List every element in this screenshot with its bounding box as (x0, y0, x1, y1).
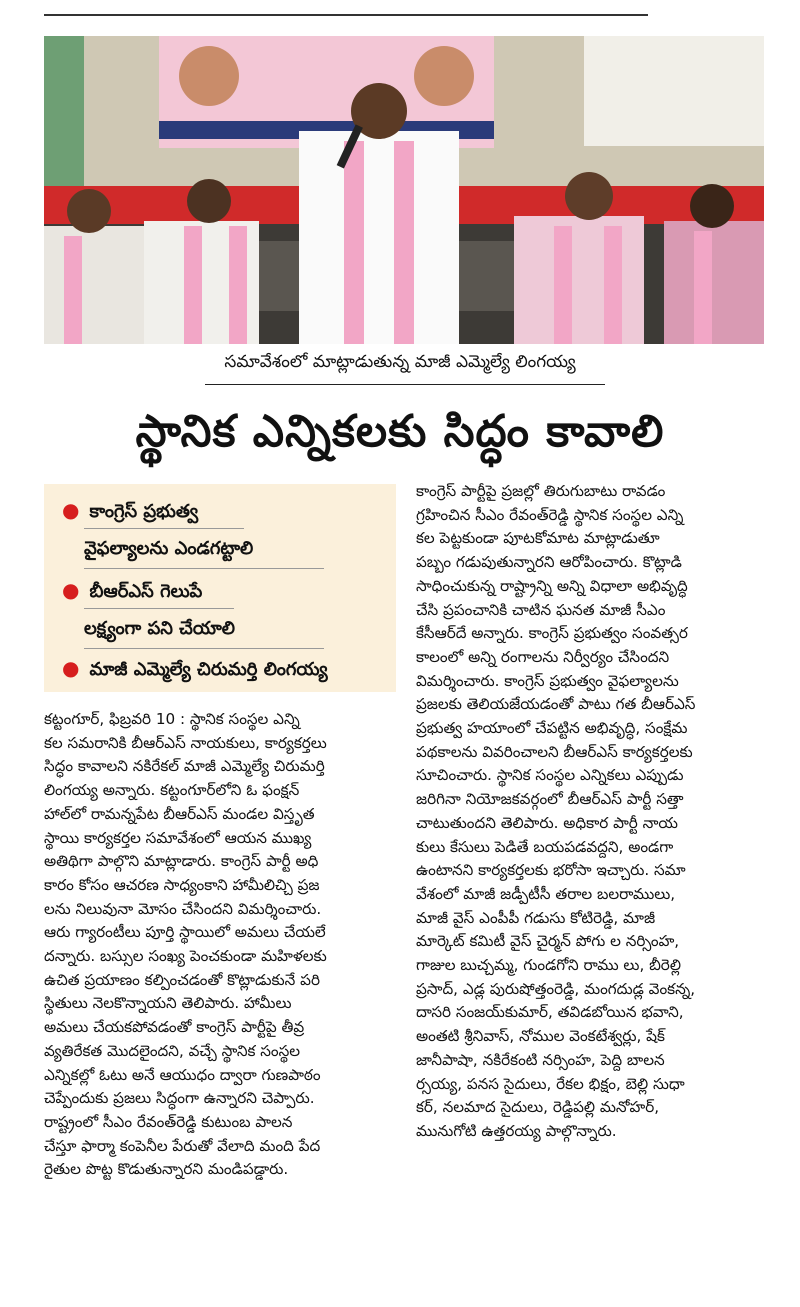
photo-caption: సమావేశంలో మాట్లాడుతున్న మాజీ ఎమ్మెల్యే లింగయ్య (224, 352, 576, 372)
article-line: చాటుతుందని తెలిపారు. అధికార పార్టీ నాయ (416, 813, 678, 832)
article-line: సాధించుకున్న రాష్ట్రాన్ని అన్ని విధాలా అభివృద్ధి (416, 576, 688, 595)
article-line: చేస్తూ ఫార్మా కంపెనీల పేరుతో వేలాది మంది పేద (44, 1136, 321, 1155)
article-column-left (44, 708, 396, 1182)
article-line: ప్రజలకు తెలియజేయడంతో పాటు గత బీఆర్ఎస్ (416, 695, 696, 714)
article-line: స్థితులు నెలకొన్నాయని తెలిపారు. హామీలు (44, 994, 292, 1013)
article-line: రాష్ట్రంలో సీఎం రేవంత్‌రెడ్డి కుటుంబ పాలన (44, 1112, 293, 1131)
article-line: చెప్పేందుకు ప్రజలు సిద్ధంగా ఉన్నారని చెప్పారు. (44, 1089, 315, 1108)
news-photo (44, 36, 764, 344)
article-line: గ్రహించిన సీఎం రేవంత్‌రెడ్డి స్థానిక సంస్థల ఎన్ని (416, 505, 684, 524)
article-column-right (416, 480, 766, 1144)
article-line: కల పెట్టకుండా పూటకోమాట మాట్లాడుతూ (416, 529, 660, 548)
article-line: ఉంటానని కార్యకర్తలకు భరోసా ఇచ్చారు. సమా (416, 861, 686, 880)
article-line: గాజుల బుచ్చమ్మ, గుండగోని రాము లు, బీరెల్లి (416, 956, 681, 975)
article-line: కారం కోసం ఆచరణ సాధ్యంకాని హామీలిచ్చి ప్రజ (44, 875, 320, 894)
article-line: కేసీఆర్‌దే అన్నారు. కాంగ్రెస్ ప్రభుత్వం సంవత్సర (416, 624, 688, 643)
article-line: విమర్శించారు. కాంగ్రెస్ ప్రభుత్వం వైఫల్యాలను (416, 671, 679, 690)
bullet-icon: ● (62, 656, 80, 680)
highlight-line: వైఫల్యాలను ఎండగట్టాలి (84, 538, 254, 559)
highlight-rule (84, 528, 244, 529)
article-line: జరిగినా నియోజకవర్గంలో బీఆర్ఎస్ పార్టీ సత్తా (416, 790, 684, 809)
article-line: చేసి ప్రపంచానికి చాటిన ఘనత మాజీ సీఎం (416, 600, 666, 619)
article-line: అమలు చేయకపోవడంతో కాంగ్రెస్ పార్టీపై తీవ్ర (44, 1018, 305, 1037)
article-line: అతిథిగా పాల్గొని మాట్లాడారు. కాంగ్రెస్ పార్టీ అధి (44, 852, 319, 871)
article-line: ప్రభుత్వ హయాంలో చేపట్టిన అభివృద్ధి, సంక్షేమ (416, 719, 688, 738)
highlights-box (44, 484, 396, 692)
article-line: లింగయ్య అన్నారు. కట్టంగూర్‌లోని ఓ ఫంక్షన్ (44, 781, 300, 800)
article-line: ప్రసాద్, ఎడ్ల పురుషోత్తంరెడ్డి, మంగదుడ్ల వెంకన్న, (416, 979, 696, 998)
article-line: అంతటి శ్రీనివాస్, నోముల వెంకటేశ్వర్లు, షేక్ (416, 1027, 665, 1046)
article-line: సిద్ధం కావాలని నకిరేకల్ మాజీ ఎమ్మెల్యే చిరుమర్తి (44, 757, 325, 776)
article-line: రైతుల పొట్ట కొడుతున్నారని మండిపడ్డారు. (44, 1160, 289, 1179)
article-line: ఉచిత ప్రయాణం కల్పించడంతో కొట్లాడుకునే పరి (44, 970, 320, 989)
photo-meeting-icon (44, 36, 764, 344)
article-line: కర్, నలమాద సైదులు, రెడ్డిపల్లి మనోహర్, (416, 1098, 660, 1117)
highlight-rule (84, 648, 324, 649)
article-line: పథకాలను వివరించాలని బీఆర్ఎస్ కార్యకర్తలకు (416, 742, 693, 761)
caption-rule (205, 384, 605, 385)
article-line: లను నిలువునా మోసం చేసిందని విమర్శించారు. (44, 899, 322, 918)
article-line: కాంగ్రెస్ పార్టీపై ప్రజల్లో తిరుగుబాటు రావడం (416, 482, 666, 500)
highlight-line: లక్ష్యంగా పని చేయాలి (84, 618, 235, 639)
article-line: స్థాయి కార్యకర్తల సమావేశంలో ఆయన ముఖ్య (44, 828, 312, 847)
article-line: కాలంలో అన్ని రంగాలను నిర్వీర్యం చేసిందని (416, 647, 670, 666)
highlight-rule (84, 568, 324, 569)
article-line: దాసరి సంజయ్‌కుమార్, తవిడబోయిన భవాని, (416, 1003, 684, 1022)
article-line: దన్నారు. బస్సుల సంఖ్య పెంచకుండా మహిళలకు (44, 947, 327, 966)
article-line: ర్సయ్య, పనస సైదులు, రేకల భిక్షం, బెల్లి సుధా (416, 1074, 685, 1093)
article-line: పబ్బం గడుపుతున్నారని ఆరోపించారు. కొట్లాడి (416, 553, 682, 572)
article-line: జానీపాషా, నకిరేకంటి నర్సింహ, పెద్ది బాలన (416, 1050, 665, 1069)
article-line: ఎన్నికల్లో ఓటు అనే ఆయుధం ద్వారా గుణపాఠం (44, 1065, 321, 1084)
article-line: హాల్‌లో రామన్నపేట బీఆర్ఎస్ మండల విస్తృత (44, 804, 315, 823)
article-line: కల సమరానికి బీఆర్ఎస్ నాయకులు, కార్యకర్తలు (44, 733, 327, 752)
bullet-icon: ● (62, 498, 80, 522)
top-rule (44, 14, 648, 16)
headline: స్థానిక ఎన్నికలకు సిద్ధం కావాలి (135, 406, 665, 457)
highlight-item: ● మాజీ ఎమ్మెల్యే చిరుమర్తి లింగయ్య (62, 656, 328, 680)
article-line: మాజీ వైస్ ఎంపీపీ గడుసు కోటిరెడ్డి, మాజీ (416, 908, 656, 927)
highlight-item: ● కాంగ్రెస్ ప్రభుత్వ (62, 498, 199, 522)
article-line: మార్కెట్ కమిటీ వైస్ చైర్మన్ పోగు ల నర్సింహ, (416, 932, 680, 951)
article-line: వ్యతిరేకత మొదలైందని, వచ్చే స్థానిక సంస్థల (44, 1041, 301, 1060)
highlight-item: ● బీఆర్ఎస్ గెలుపే (62, 578, 203, 602)
article-line: కులు కేసులు పెడితే బయపడవద్దని, అండగా (416, 837, 674, 856)
article-line: వేశంలో మాజీ జడ్పీటీసీ తరాల బలరాములు, (416, 884, 676, 903)
article-line: సూచించారు. స్థానిక సంస్థల ఎన్నికలు ఎప్పుడు (416, 766, 684, 785)
article-line: ఆరు గ్యారంటీలు పూర్తి స్థాయిలో అమలు చేయలే (44, 923, 326, 942)
article-line: మునుగోటి ఉత్తరయ్య పాల్గొన్నారు. (416, 1121, 617, 1140)
highlight-rule (84, 608, 234, 609)
bullet-icon: ● (62, 578, 80, 602)
article-line: కట్టంగూర్, ఫిబ్రవరి 10 : స్థానిక సంస్థల ఎన్ని (44, 710, 300, 728)
